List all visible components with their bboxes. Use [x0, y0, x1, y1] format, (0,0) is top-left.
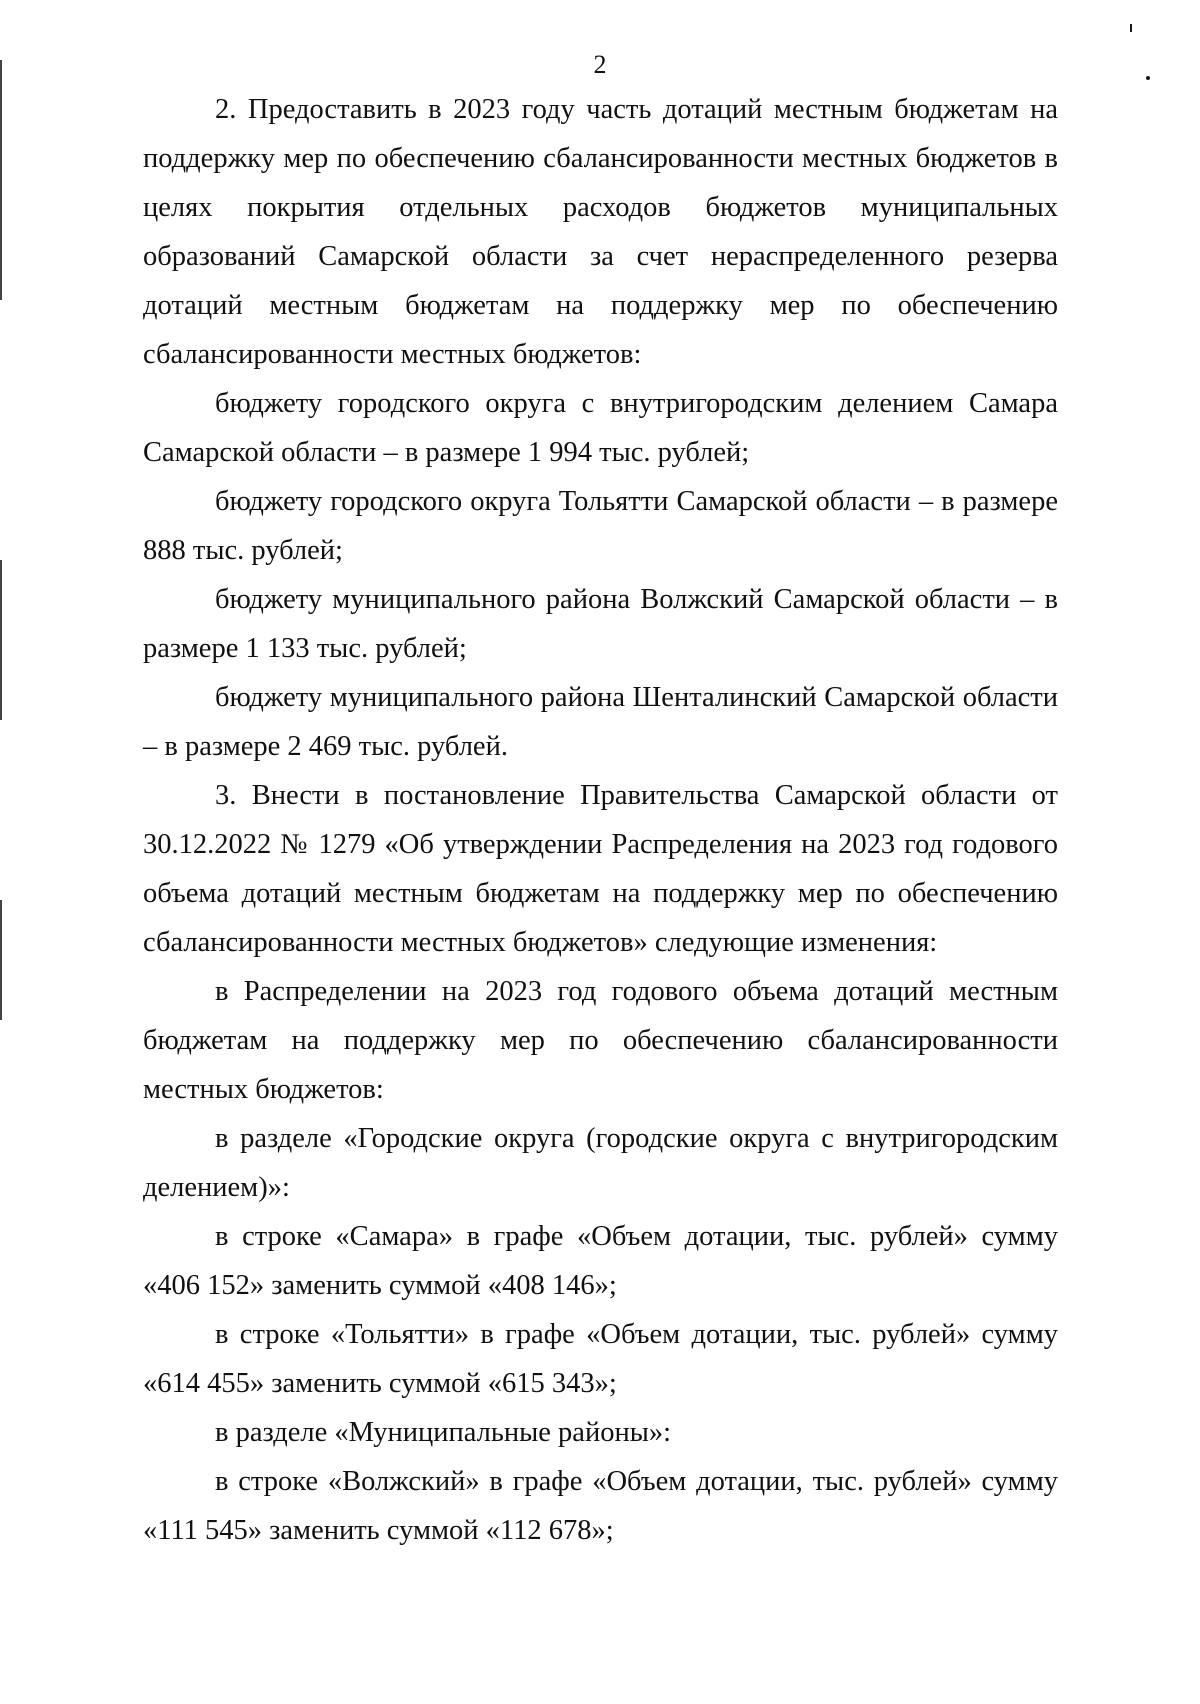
scan-edge-mark: [1130, 24, 1132, 32]
paragraph-item-3: 3. Внести в постановление Правительства Самарской области от 30.12.2022 № 1279 «Об утверждении Распределения на 2023 год годового объема дотаций местным бюджетам на поддержку мер по обеспечению сбалансированности местных бюджетов» следующие изменения:: [143, 780, 1058, 958]
paragraph-budget-samara: бюджету городского округа с внутригородским делением Самара Самарской области – в размере 1 994 тыс. рублей;: [143, 388, 1058, 468]
page-number: 2: [593, 50, 607, 79]
paragraph-budget-volzhsky: бюджету муниципального района Волжский Самарской области – в размере 1 133 тыс. рублей;: [143, 584, 1058, 664]
paragraph-row-tolyatti: в строке «Тольятти» в графе «Объем дотации, тыс. рублей» сумму «614 455» заменить суммой «615 343»;: [143, 1319, 1058, 1399]
paragraph-item-2: 2. Предоставить в 2023 году часть дотаций местным бюджетам на поддержку мер по обеспечению сбалансированности местных бюджетов в целях покрытия отдельных расходов бюджетов муниципальных образований Самарской области за счет нераспределенного резерва дотаций местным бюджетам на поддержку мер по обеспечению сбалансированности местных бюджетов:: [143, 94, 1058, 370]
scan-edge-mark: [0, 900, 2, 1020]
paragraph-section-city-districts: в разделе «Городские округа (городские округа с внутригородским делением)»:: [143, 1123, 1058, 1203]
paragraph-section-municipal-districts: в разделе «Муниципальные районы»:: [215, 1417, 672, 1448]
paragraph-distribution: в Распределении на 2023 год годового объема дотаций местным бюджетам на поддержку мер по обеспечению сбалансированности местных бюджетов:: [143, 976, 1058, 1105]
paragraph-budget-tolyatti: бюджету городского округа Тольятти Самарской области – в размере 888 тыс. рублей;: [143, 486, 1058, 566]
document-body: [143, 85, 1058, 1555]
paragraph-row-volzhsky: в строке «Волжский» в графе «Объем дотации, тыс. рублей» сумму «111 545» заменить суммой «112 678»;: [143, 1466, 1058, 1546]
scan-edge-mark: [0, 60, 2, 300]
paragraph-row-samara: в строке «Самара» в графе «Объем дотации, тыс. рублей» сумму «406 152» заменить суммой «408 146»;: [143, 1221, 1058, 1301]
paragraph-budget-shentalinsky: бюджету муниципального района Шенталинский Самарской области – в размере 2 469 тыс. рублей.: [143, 682, 1058, 762]
scan-edge-mark: [0, 560, 2, 720]
